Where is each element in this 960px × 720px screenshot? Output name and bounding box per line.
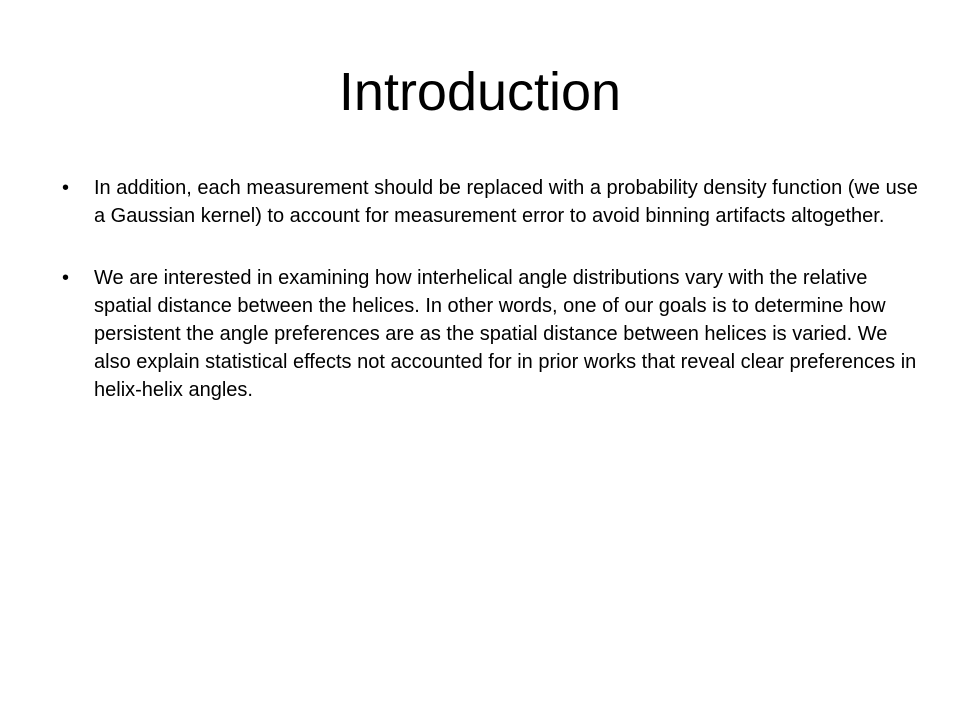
bullet-item: [62, 264, 922, 404]
bullet-icon: •: [62, 177, 70, 199]
bullet-item: [62, 174, 922, 230]
bullet-list: [62, 174, 922, 438]
bullet-text: In addition, each measurement should be replaced with a probability density function (we use a Gaussian kernel) to account for measurement error to avoid binning artifacts altogether.: [94, 177, 918, 227]
bullet-text: We are interested in examining how interhelical angle distributions vary with the relative spatial distance between the helices. In other words, one of our goals is to determine how persistent the angle preferences are as the spatial distance between helices is varied. We also explain statistical effects not accounted for in prior works that reveal clear preferences in helix-helix angles.: [94, 267, 917, 401]
bullet-icon: •: [62, 267, 70, 289]
slide-title: Introduction: [338, 62, 622, 122]
